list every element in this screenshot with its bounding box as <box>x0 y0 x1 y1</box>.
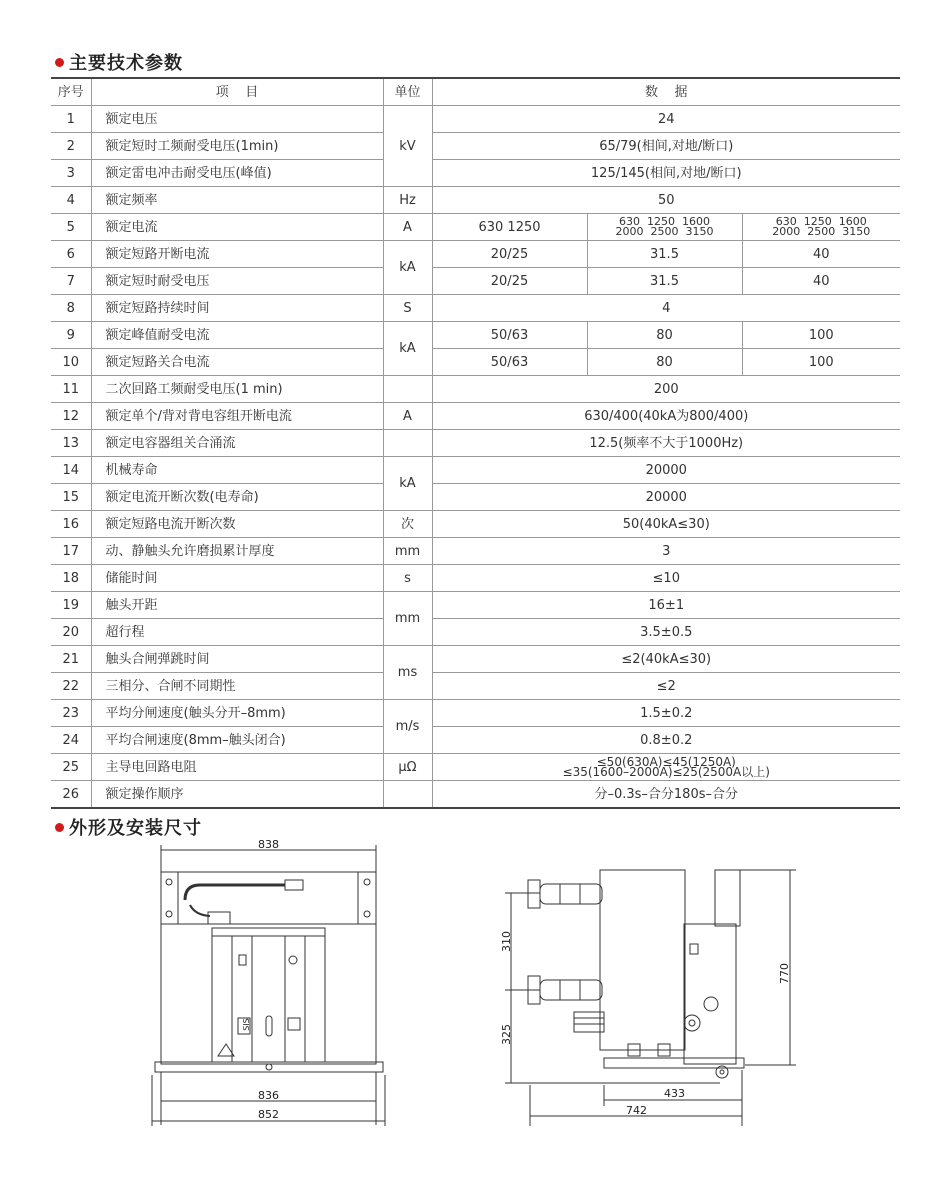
table-row <box>51 403 900 430</box>
table-row <box>51 592 900 619</box>
row-value: 16±1 <box>432 592 900 619</box>
value-line: 630 1250 1600 <box>775 215 867 228</box>
row-value-c: 40 <box>742 241 900 268</box>
dim-label-front-bottom2: 852 <box>258 1108 279 1121</box>
row-no: 26 <box>51 781 91 809</box>
row-item: 平均合闸速度(8mm–触头闭合) <box>91 727 383 754</box>
row-value: 12.5(频率不大于1000Hz) <box>432 430 900 457</box>
row-item: 额定单个/背对背电容组开断电流 <box>91 403 383 430</box>
header-no: 序号 <box>51 78 91 106</box>
value-line: 2000 2500 3150 <box>615 225 714 238</box>
row-value-b <box>587 214 742 241</box>
row-item: 额定操作顺序 <box>91 781 383 809</box>
table-row <box>51 241 900 268</box>
row-no: 18 <box>51 565 91 592</box>
row-no: 6 <box>51 241 91 268</box>
row-item: 触头合闸弹跳时间 <box>91 646 383 673</box>
row-value: 125/145(相间,对地/断口) <box>432 160 900 187</box>
table-row <box>51 565 900 592</box>
row-item: 额定短路电流开断次数 <box>91 511 383 538</box>
row-no: 13 <box>51 430 91 457</box>
row-no: 3 <box>51 160 91 187</box>
row-unit: mm <box>383 538 432 565</box>
table-row <box>51 322 900 349</box>
row-item: 额定短路关合电流 <box>91 349 383 376</box>
table-row <box>51 295 900 322</box>
row-unit: kV <box>383 106 432 187</box>
row-unit <box>383 430 432 457</box>
row-value: 50(40kA≤30) <box>432 511 900 538</box>
row-value: 20000 <box>432 457 900 484</box>
row-item: 机械寿命 <box>91 457 383 484</box>
row-unit: ms <box>383 646 432 700</box>
row-item: 额定短时工频耐受电压(1min) <box>91 133 383 160</box>
row-unit <box>383 781 432 809</box>
section-title-dimensions: 外形及安装尺寸 <box>55 814 202 840</box>
table-row <box>51 484 900 511</box>
row-item: 主导电回路电阻 <box>91 754 383 781</box>
row-unit: S <box>383 295 432 322</box>
dim-label-side-upper: 310 <box>500 931 513 952</box>
dim-label-side-height: 770 <box>778 963 791 984</box>
value-line: ≤50(630A)≤45(1250A) <box>596 755 736 769</box>
table-row <box>51 511 900 538</box>
bullet-dot-icon <box>55 58 64 67</box>
row-value: 1.5±0.2 <box>432 700 900 727</box>
table-row <box>51 349 900 376</box>
row-no: 8 <box>51 295 91 322</box>
row-item: 超行程 <box>91 619 383 646</box>
table-row <box>51 430 900 457</box>
table-row <box>51 187 900 214</box>
row-value: 4 <box>432 295 900 322</box>
row-no: 2 <box>51 133 91 160</box>
row-unit: A <box>383 214 432 241</box>
dim-label-side-bottom2: 742 <box>626 1104 647 1117</box>
row-value: 24 <box>432 106 900 133</box>
row-value-b: 31.5 <box>587 268 742 295</box>
dim-label-front-bottom1: 836 <box>258 1089 279 1102</box>
row-unit: Hz <box>383 187 432 214</box>
table-row <box>51 268 900 295</box>
table-row <box>51 646 900 673</box>
bullet-dot-icon <box>55 823 64 832</box>
row-item: 额定电压 <box>91 106 383 133</box>
table-row <box>51 781 900 809</box>
row-value-c <box>742 214 900 241</box>
row-item: 额定电容器组关合涌流 <box>91 430 383 457</box>
table-header-row <box>51 78 900 106</box>
side-view-drawing <box>505 870 796 1126</box>
row-no: 9 <box>51 322 91 349</box>
row-value-a: 50/63 <box>432 322 587 349</box>
row-unit: m/s <box>383 700 432 754</box>
table-row <box>51 214 900 241</box>
plate-label: SIS <box>241 1018 251 1031</box>
row-item: 额定峰值耐受电流 <box>91 322 383 349</box>
dim-label-side-bottom1: 433 <box>664 1087 685 1100</box>
row-item: 额定短路开断电流 <box>91 241 383 268</box>
value-line: 2000 2500 3150 <box>772 225 871 238</box>
row-value: 65/79(相间,对地/断口) <box>432 133 900 160</box>
row-no: 17 <box>51 538 91 565</box>
row-value-c: 100 <box>742 322 900 349</box>
row-value: 200 <box>432 376 900 403</box>
row-no: 14 <box>51 457 91 484</box>
row-unit: µΩ <box>383 754 432 781</box>
row-unit: kA <box>383 322 432 376</box>
table-row <box>51 619 900 646</box>
header-data: 数 据 <box>432 78 900 106</box>
row-no: 24 <box>51 727 91 754</box>
row-no: 7 <box>51 268 91 295</box>
row-item: 三相分、合闸不同期性 <box>91 673 383 700</box>
row-unit: 次 <box>383 511 432 538</box>
row-value-b: 31.5 <box>587 241 742 268</box>
row-value: 3.5±0.5 <box>432 619 900 646</box>
dim-label-side-lower: 325 <box>500 1024 513 1045</box>
row-unit <box>383 376 432 403</box>
row-no: 23 <box>51 700 91 727</box>
row-no: 15 <box>51 484 91 511</box>
row-value-a: 20/25 <box>432 268 587 295</box>
row-item: 额定频率 <box>91 187 383 214</box>
row-no: 19 <box>51 592 91 619</box>
table-row <box>51 673 900 700</box>
row-item: 触头开距 <box>91 592 383 619</box>
header-item: 项 目 <box>91 78 383 106</box>
row-item: 平均分闸速度(触头分开–8mm) <box>91 700 383 727</box>
row-value: 20000 <box>432 484 900 511</box>
section-title-specs: 主要技术参数 <box>55 49 183 75</box>
table-row <box>51 376 900 403</box>
specs-table <box>51 77 900 809</box>
row-value-c: 100 <box>742 349 900 376</box>
row-item: 额定短时耐受电压 <box>91 268 383 295</box>
row-item: 额定电流 <box>91 214 383 241</box>
row-value: 0.8±0.2 <box>432 727 900 754</box>
row-value <box>432 754 900 781</box>
table-row <box>51 160 900 187</box>
row-no: 22 <box>51 673 91 700</box>
header-unit: 单位 <box>383 78 432 106</box>
row-no: 11 <box>51 376 91 403</box>
row-value: 50 <box>432 187 900 214</box>
table-row <box>51 727 900 754</box>
row-no: 20 <box>51 619 91 646</box>
row-unit: s <box>383 565 432 592</box>
row-no: 12 <box>51 403 91 430</box>
row-unit: mm <box>383 592 432 646</box>
row-value: 分–0.3s–合分180s–合分 <box>432 781 900 809</box>
row-value-b: 80 <box>587 349 742 376</box>
row-item: 二次回路工频耐受电压(1 min) <box>91 376 383 403</box>
table-row <box>51 700 900 727</box>
row-value: ≤10 <box>432 565 900 592</box>
row-unit: A <box>383 403 432 430</box>
table-row <box>51 538 900 565</box>
row-item: 储能时间 <box>91 565 383 592</box>
value-line: 630 1250 1600 <box>619 215 710 228</box>
table-row <box>51 754 900 781</box>
row-value-a: 630 1250 <box>432 214 587 241</box>
dim-label-front-top: 838 <box>258 838 279 851</box>
row-value-b: 80 <box>587 322 742 349</box>
row-no: 10 <box>51 349 91 376</box>
row-item: 动、静触头允许磨损累计厚度 <box>91 538 383 565</box>
front-view-drawing <box>152 845 385 1126</box>
row-value-a: 50/63 <box>432 349 587 376</box>
row-item: 额定电流开断次数(电寿命) <box>91 484 383 511</box>
value-line: ≤35(1600–2000A)≤25(2500A以上) <box>562 765 770 779</box>
row-value: ≤2(40kA≤30) <box>432 646 900 673</box>
table-row <box>51 106 900 133</box>
row-item: 额定雷电冲击耐受电压(峰值) <box>91 160 383 187</box>
row-no: 25 <box>51 754 91 781</box>
row-no: 21 <box>51 646 91 673</box>
row-no: 1 <box>51 106 91 133</box>
row-no: 16 <box>51 511 91 538</box>
row-value: 3 <box>432 538 900 565</box>
row-value: ≤2 <box>432 673 900 700</box>
row-value-a: 20/25 <box>432 241 587 268</box>
table-row <box>51 457 900 484</box>
row-value-c: 40 <box>742 268 900 295</box>
row-item: 额定短路持续时间 <box>91 295 383 322</box>
row-unit: kA <box>383 457 432 511</box>
row-unit: kA <box>383 241 432 295</box>
table-row <box>51 133 900 160</box>
row-value: 630/400(40kA为800/400) <box>432 403 900 430</box>
row-no: 5 <box>51 214 91 241</box>
row-no: 4 <box>51 187 91 214</box>
